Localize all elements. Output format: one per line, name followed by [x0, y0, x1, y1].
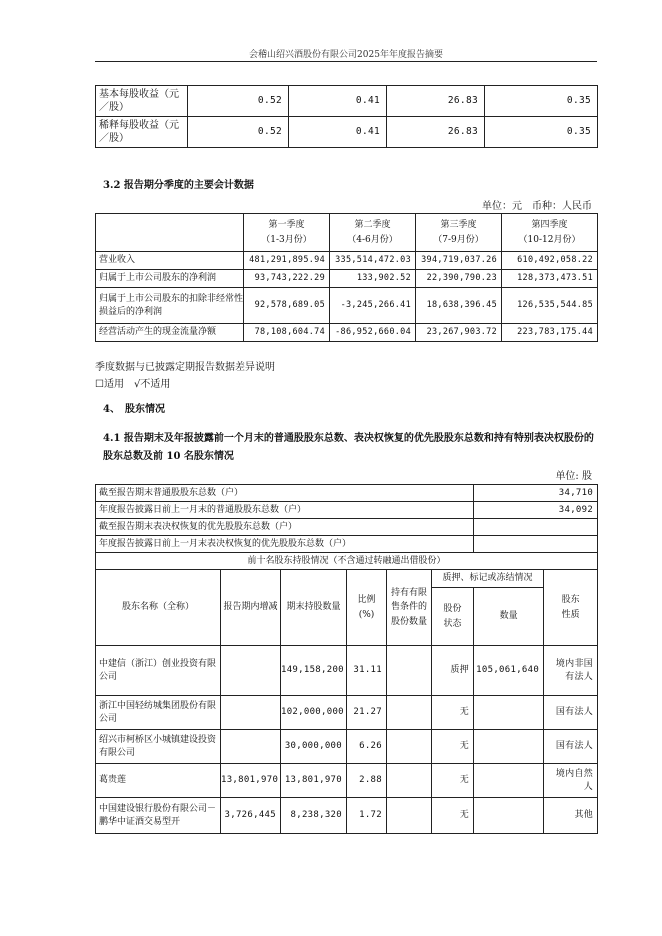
col-name-header: 股东名称（全称） — [96, 570, 221, 646]
cell-value: 610,492,058.22 — [502, 252, 598, 270]
table-header-row — [96, 570, 598, 588]
col-end-hold-header: 期末持股数量 — [281, 570, 347, 646]
section-3-2-title: 3.2 报告期分季度的主要会计数据 — [103, 180, 254, 191]
header-empty-cell — [96, 214, 244, 252]
table-row — [96, 730, 598, 764]
top10-caption: 前十名股东持股情况（不含通过转融通出借股份） — [96, 553, 598, 570]
cell-value: 23,267,903.72 — [416, 324, 502, 342]
holder-end-hold: 30,000,000 — [281, 730, 347, 764]
summary-value: 34,710 — [474, 485, 598, 502]
holder-name: 中建信（浙江）创业投资有限公司 — [96, 646, 221, 696]
summary-label: 年度报告披露日前上一月末表决权恢复的优先股股东总数（户） — [96, 536, 474, 553]
eps-value: 0.35 — [485, 86, 598, 117]
cell-value: 22,390,790.23 — [416, 270, 502, 288]
row-label: 归属于上市公司股东的净利润 — [96, 270, 244, 288]
holder-pledge-qty — [474, 798, 544, 834]
holder-restricted — [387, 764, 432, 798]
eps-value: 0.52 — [188, 117, 289, 148]
cell-value: 335,514,472.03 — [330, 252, 416, 270]
col-ratio-header: 比例(%) — [347, 570, 387, 646]
holder-nature: 境内非国有法人 — [544, 646, 598, 696]
section-4-1-title: 4.1 报告期末及年报披露前一个月末的普通股股东总数、表决权恢复的优先股股东总数和持有特别表决权股份的股东总数及前 10 名股东情况 — [103, 433, 594, 462]
cell-value: 92,578,689.05 — [244, 288, 330, 324]
quarter-name: 第四季度 — [531, 220, 568, 231]
holder-pledge-qty — [474, 730, 544, 764]
holder-pledge-qty — [474, 696, 544, 730]
holder-name: 葛贵莲 — [96, 764, 221, 798]
cell-value: 126,535,544.85 — [502, 288, 598, 324]
holder-change — [221, 730, 281, 764]
cell-value: 78,108,604.74 — [244, 324, 330, 342]
holder-ratio: 6.26 — [347, 730, 387, 764]
eps-value: 0.52 — [188, 86, 289, 117]
summary-label: 年度报告披露日前上一月末的普通股股东总数（户） — [96, 502, 474, 519]
summary-value — [474, 519, 598, 536]
unit-label: 单位：元 币种：人民币 — [482, 201, 592, 212]
column-header — [416, 214, 502, 252]
table-row — [96, 324, 598, 342]
holder-change — [221, 696, 281, 730]
quarter-months: （1-3月份） — [261, 234, 312, 245]
table-row — [96, 252, 598, 270]
holder-nature: 境内自然人 — [544, 764, 598, 798]
cell-value: 394,719,037.26 — [416, 252, 502, 270]
eps-value: 0.35 — [485, 117, 598, 148]
cell-value: 93,743,222.29 — [244, 270, 330, 288]
table-row — [96, 288, 598, 324]
table-row — [96, 764, 598, 798]
col-pledge-qty-header: 数量 — [474, 588, 544, 646]
holder-name: 绍兴市柯桥区小城镇建设投资有限公司 — [96, 730, 221, 764]
holder-end-hold: 8,238,320 — [281, 798, 347, 834]
cell-value: 481,291,895.94 — [244, 252, 330, 270]
quarter-months: （4-6月份） — [347, 234, 398, 245]
holder-status: 无 — [432, 696, 474, 730]
applicable-checkbox: ☐适用 √不适用 — [95, 379, 171, 390]
row-label: 归属于上市公司股东的扣除非经常性损益后的净利润 — [96, 288, 244, 324]
eps-value: 0.41 — [289, 86, 387, 117]
cell-value: 133,902.52 — [330, 270, 416, 288]
holder-end-hold: 13,801,970 — [281, 764, 347, 798]
holder-change: 13,801,970 — [221, 764, 281, 798]
column-header — [244, 214, 330, 252]
holder-name: 浙江中国轻纺城集团股份有限公司 — [96, 696, 221, 730]
section-4-title: 4、 股东情况 — [103, 404, 165, 415]
row-label: 经营活动产生的现金流量净额 — [96, 324, 244, 342]
quarter-months: （7-9月份） — [433, 234, 484, 245]
diff-note: 季度数据与已披露定期报告数据差异说明 — [95, 362, 275, 373]
cell-value: 128,373,473.51 — [502, 270, 598, 288]
holder-end-hold: 102,000,000 — [281, 696, 347, 730]
summary-row — [96, 502, 598, 519]
table-row — [96, 696, 598, 730]
col-change-header: 报告期内增减 — [221, 570, 281, 646]
shares-unit-label: 单位: 股 — [555, 471, 592, 482]
holder-restricted — [387, 798, 432, 834]
quarter-months: （10-12月份） — [518, 234, 581, 245]
quarterly-table — [95, 213, 598, 342]
cell-value: 223,783,175.44 — [502, 324, 598, 342]
summary-value — [474, 536, 598, 553]
holder-ratio: 1.72 — [347, 798, 387, 834]
summary-label: 截至报告期末表决权恢复的优先股股东总数（户） — [96, 519, 474, 536]
shareholders-table — [95, 484, 598, 834]
holder-restricted — [387, 730, 432, 764]
holder-nature: 国有法人 — [544, 730, 598, 764]
cell-value: -3,245,266.41 — [330, 288, 416, 324]
caption-row — [96, 553, 598, 570]
eps-row-label: 稀释每股收益（元／股） — [96, 117, 188, 148]
column-header — [330, 214, 416, 252]
holder-change — [221, 646, 281, 696]
eps-row-label: 基本每股收益（元／股） — [96, 86, 188, 117]
holder-ratio: 2.88 — [347, 764, 387, 798]
holder-status: 无 — [432, 798, 474, 834]
holder-restricted — [387, 646, 432, 696]
eps-table — [95, 85, 598, 148]
summary-row — [96, 536, 598, 553]
eps-value: 26.83 — [387, 117, 485, 148]
cell-value: -86,952,660.04 — [330, 324, 416, 342]
col-restricted-header: 持有有限售条件的股份数量 — [387, 570, 432, 646]
table-row — [96, 646, 598, 696]
holder-ratio: 31.11 — [347, 646, 387, 696]
quarter-name: 第一季度 — [268, 220, 305, 231]
quarter-name: 第三季度 — [440, 220, 477, 231]
row-label: 营业收入 — [96, 252, 244, 270]
holder-status: 无 — [432, 764, 474, 798]
cell-value: 18,638,396.45 — [416, 288, 502, 324]
summary-value: 34,092 — [474, 502, 598, 519]
table-row — [96, 86, 598, 117]
col-nature-header: 股东性质 — [544, 570, 598, 646]
holder-pledge-qty: 105,061,640 — [474, 646, 544, 696]
holder-end-hold: 149,158,200 — [281, 646, 347, 696]
holder-name: 中国建设银行股份有限公司－鹏华中证酒交易型开 — [96, 798, 221, 834]
header-rule — [95, 61, 597, 62]
col-pledge-group-header: 质押、标记或冻结情况 — [432, 570, 544, 588]
column-header — [502, 214, 598, 252]
table-header-row — [96, 214, 598, 252]
holder-nature: 其他 — [544, 798, 598, 834]
holder-status: 无 — [432, 730, 474, 764]
page-header: 会稽山绍兴酒股份有限公司2025年年度报告摘要 — [249, 50, 443, 60]
summary-label: 截至报告期末普通股股东总数（户） — [96, 485, 474, 502]
col-pledge-status-header: 股份状态 — [432, 588, 474, 646]
eps-value: 26.83 — [387, 86, 485, 117]
summary-row — [96, 519, 598, 536]
holder-nature: 国有法人 — [544, 696, 598, 730]
summary-row — [96, 485, 598, 502]
holder-status: 质押 — [432, 646, 474, 696]
holder-restricted — [387, 696, 432, 730]
quarter-name: 第二季度 — [354, 220, 391, 231]
table-row — [96, 117, 598, 148]
holder-pledge-qty — [474, 764, 544, 798]
holder-change: 3,726,445 — [221, 798, 281, 834]
eps-value: 0.41 — [289, 117, 387, 148]
table-row — [96, 270, 598, 288]
table-row — [96, 798, 598, 834]
holder-ratio: 21.27 — [347, 696, 387, 730]
